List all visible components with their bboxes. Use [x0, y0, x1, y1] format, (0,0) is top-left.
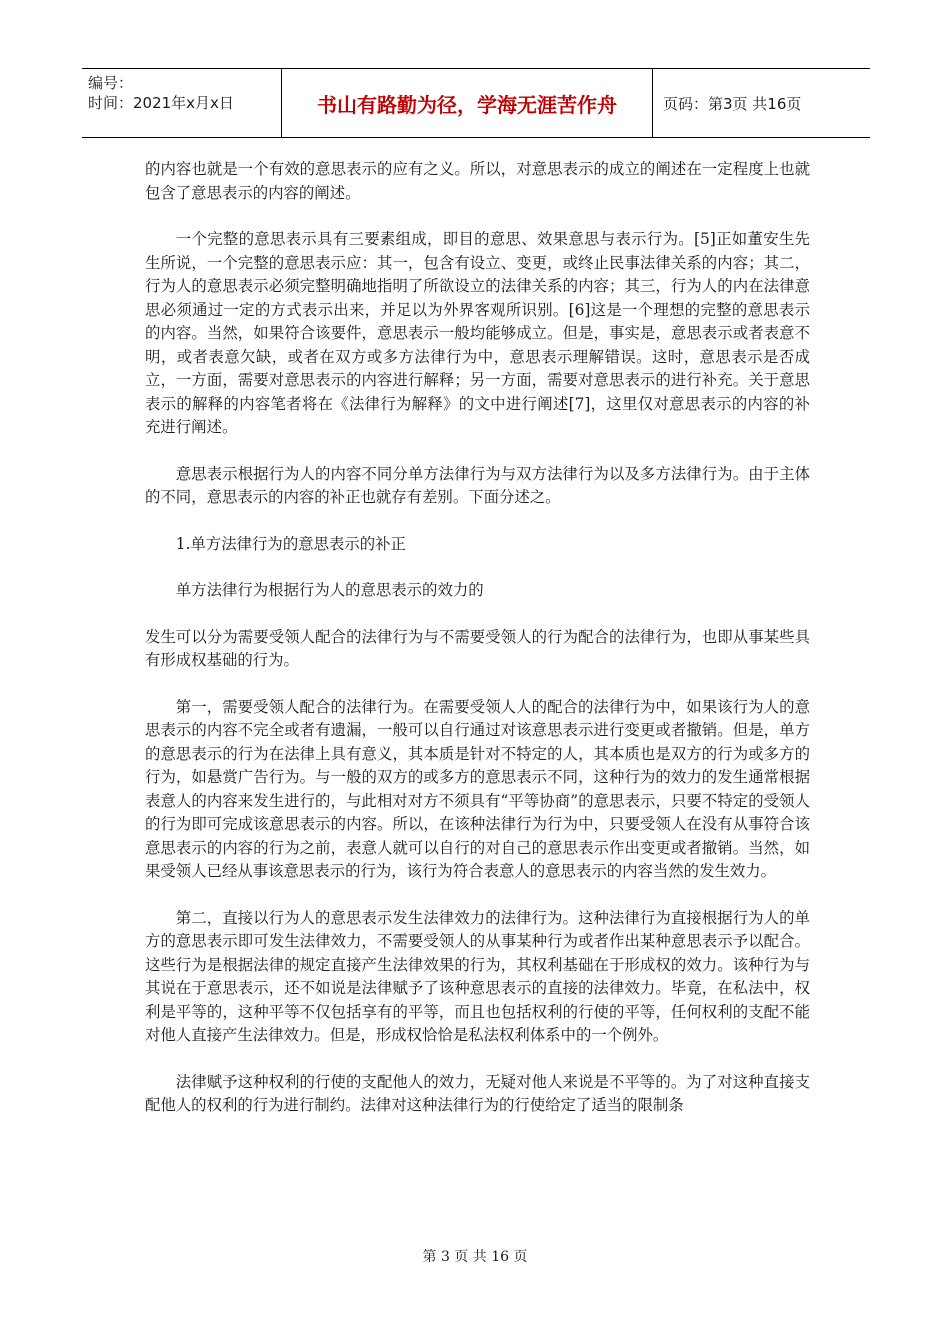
header-page-info: 页码：第3页 共16页: [663, 94, 802, 113]
header-meta: [82, 69, 282, 137]
paragraph: 发生可以分为需要受领人配合的法律行为与不需要受领人的行为配合的法律行为，也即从事某些具有形成权基础的行为。: [145, 627, 810, 669]
paragraph: 第二，直接以行为人的意思表示发生法律效力的法律行为。这种法律行为直接根据行为人的单方的意思表示即可发生法律效力，不需要受领人的从事某种行为或者作出某种意思表示予以配合。这些行为是根据法律的规定直接产生法律效果的行为，其权利基础在于形成权的效力。该种行为与其说在于意思表示，还不如说是法律赋予了该种意思表示的直接的法律效力。毕竟，在私法中，权利是平等的，这种平等不仅包括享有的平等，而且也包括权利的行使的平等，任何权利的支配不能对他人直接产生法律效力。但是，形成权恰恰是私法权利体系中的一个例外。: [145, 908, 810, 1044]
paragraph: 意思表示根据行为人的内容不同分单方法律行为与双方法律行为以及多方法律行为。由于主体的不同，意思表示的内容的补正也就存有差别。下面分述之。: [145, 464, 810, 506]
document-header: [82, 68, 870, 138]
document-number-label: 编号：: [88, 74, 134, 92]
paragraph: 单方法律行为根据行为人的意思表示的效力的: [175, 581, 484, 599]
header-motto: 书山有路勤为径，学海无涯苦作舟: [282, 69, 653, 137]
paragraph: 一个完整的意思表示具有三要素组成，即目的意思、效果意思与表示行为。[5]正如董安生先生所说，一个完整的意思表示应：其一，包含有设立、变更，或终止民事法律关系的内容；其二，行为人的意思表示必须完整明确地指明了所欲设立的法律关系的内容；其三，行为人的内在法律意思必须通过一定的方式表示出来，并足以为外界客观所识别。[6]这是一个理想的完整的意思表示的内容。当然，如果符合该要件，意思表示一般均能够成立。但是，事实是，意思表示或者表意不明，或者表意欠缺，或者在双方或多方法律行为中，意思表示理解错误。这时，意思表示是否成立，一方面，需要对意思表示的内容进行解释；另一方面，需要对意思表示的进行补充。关于意思表示的解释的内容笔者将在《法律行为解释》的文中进行阐述[7]，这里仅对意思表示的内容的补充进行阐述。: [145, 230, 810, 436]
paragraph: 法律赋予这种权利的行使的支配他人的效力，无疑对他人来说是不平等的。为了对这种直接支配他人的权利的行为进行制约。法律对这种法律行为的行使给定了适当的限制条: [145, 1072, 810, 1114]
section-heading: 1.单方法律行为的意思表示的补正: [175, 534, 406, 553]
page-footer: 第 3 页 共 16 页: [422, 1249, 528, 1265]
paragraph: 第一，需要受领人配合的法律行为。在需要受领人人的配合的法律行为中，如果该行为人的意思表示的内容不完全或者有遗漏，一般可以自行通过对该意思表示进行变更或者撤销。但是，单方的意思表示的行为在法律上具有意义，其本质是针对不特定的人，其本质也是双方的行为或多方的行为，如悬赏广告行为。与一般的双方的或多方的意思表示不同，这种行为的效力的发生通常根据表意人的内容来发生进行的，与此相对对方不须具有“平等协商”的意思表示，只要不特定的受领人的行为即可完成该意思表示的内容。所以，在该种法律行为行为中，只要受领人在没有从事符合该意思表示的内容的行为之前，表意人就可以自行的对自己的意思表示作出变更或者撤销。当然，如果受领人已经从事该意思表示的行为，该行为符合表意人的意思表示的内容当然的发生效力。: [145, 697, 810, 880]
document-body: [145, 158, 810, 1141]
paragraph: 的内容也就是一个有效的意思表示的应有之义。所以，对意思表示的成立的阐述在一定程度上也就包含了意思表示的内容的阐述。: [145, 160, 810, 202]
document-time-label: 时间：2021年x月x日: [88, 94, 234, 112]
